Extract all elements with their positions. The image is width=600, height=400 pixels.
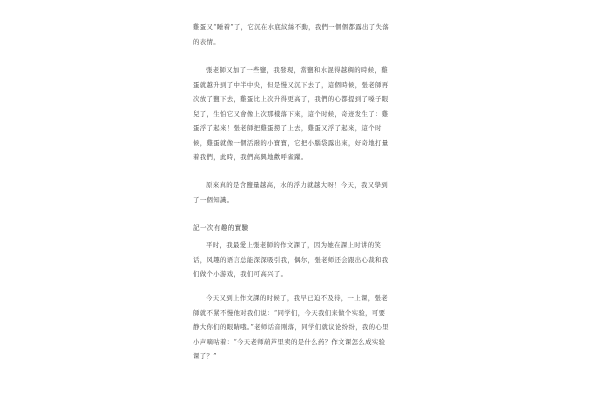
- paragraph-4: 平时，我最愛上張老師的作文課了，因为她在課上时讲的笑话，风趣的语言总能深深吸引我，偶尔，張老师还会跟出心裁和我们做个小游戏，我们可高兴了。: [193, 241, 389, 278]
- section-heading: 記一次有趣的實驗: [193, 224, 249, 232]
- paragraph-1: 雞蛋又“睡着”了，它沉在水底紋絲不動，我們一個個都露出了失落的表情。: [193, 23, 389, 46]
- paragraph-5: 今天又到上作文課的时候了，我早已迫不及待，一上课，張老師就不紧不慢他对我们说：“同学们，今天我们来做个实验，可要静大你们的眼睛哦。”老师话音刚落，同学们就议论纷纷，我的心里小声嘀咕着：“今天老师葫芦里卖的是什么药？作文课怎么成实验课了？”: [193, 294, 389, 360]
- paragraph-3: 原來真的是含鹽量越高，水的浮力就越大呀！今天，我又學到了一個知識。: [193, 181, 388, 204]
- paragraph-2: 張老師又加了一些鹽，我發現，當鹽和水混得越稠的時候，雞蛋就越升到了中半中央，但是慢又沉下去了，這個時候，張老師再次放了鹽下去，雞蛋比上次升得更高了，我們的心都提到了嗓子眼兒了，生怕它又會像上次那樣落下來，這个时候，奇迹发生了：雞蛋浮了起來！張老師把雞蛋撈了上去，雞蛋又浮了起來，這个时候，雞蛋就像一個活潑的小寶寶，它把小腦袋露出來，好奇地打量着我們，此時，我們高興地歡呼雀躍。: [193, 66, 389, 161]
